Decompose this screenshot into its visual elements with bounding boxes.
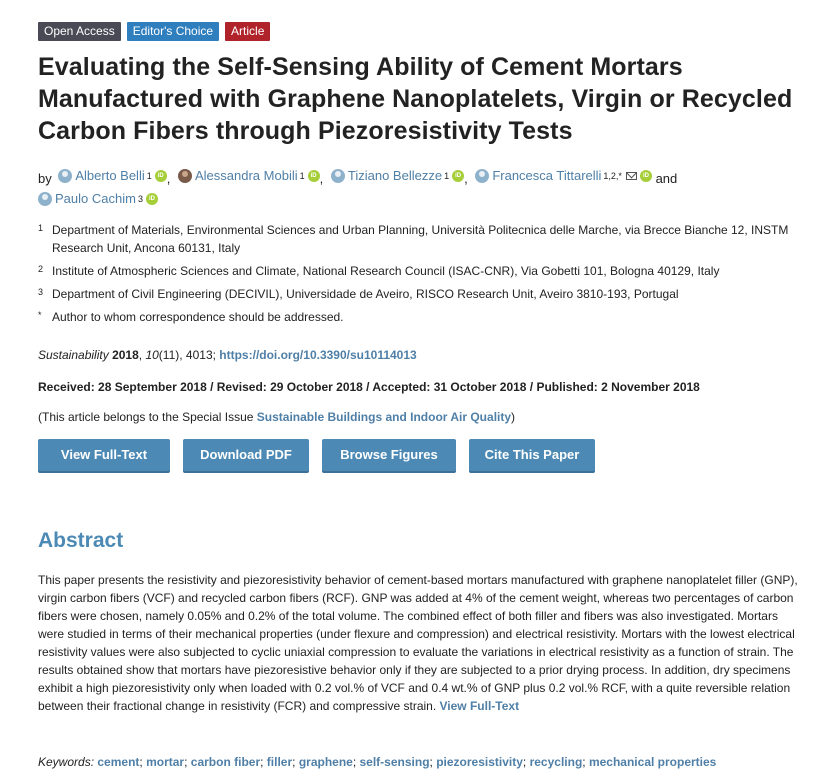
special-issue-link[interactable]: Sustainable Buildings and Indoor Air Quality	[256, 410, 512, 424]
affiliation-list	[38, 221, 798, 331]
abstract-full-text-link[interactable]: View Full-Text	[439, 699, 520, 713]
orcid-icon[interactable]: iD	[155, 170, 167, 182]
publication-dates: Received: 28 September 2018 / Revised: 29 October 2018 / Accepted: 31 October 2018 / Published: 2 November 2018	[38, 380, 700, 394]
affiliation-item	[38, 308, 798, 326]
browse-figures-button[interactable]: Browse Figures	[322, 439, 456, 471]
user-avatar-icon	[38, 192, 52, 206]
affiliation-item	[38, 262, 798, 280]
user-avatar-icon	[331, 169, 345, 183]
journal-name: Sustainability	[38, 348, 109, 362]
affiliation-number: 3	[38, 287, 44, 297]
editors-choice-badge[interactable]: Editor's Choice	[127, 22, 219, 41]
affiliation-number: *	[38, 310, 42, 320]
abstract-body	[38, 571, 798, 715]
author-tittarelli[interactable]: Francesca Tittarelli 1,2,* iD	[475, 166, 652, 186]
author-cachim[interactable]: Paulo Cachim 3 iD	[38, 189, 158, 209]
open-access-badge[interactable]: Open Access	[38, 22, 121, 41]
author-name[interactable]: Paulo Cachim	[55, 191, 136, 206]
affiliation-text: Department of Civil Engineering (DECIVIL), Universidade de Aveiro, RISCO Research Unit, Aveiro 3810-193, Portugal	[52, 287, 679, 301]
author-name[interactable]: Alberto Belli	[75, 168, 145, 183]
citation-pages: , 4013;	[179, 348, 220, 362]
author-mobili[interactable]: Alessandra Mobili 1 iD	[178, 166, 320, 186]
keyword-link[interactable]: piezoresistivity	[436, 755, 523, 769]
citation-year: 2018	[112, 348, 139, 362]
separator: ,	[166, 171, 171, 186]
keyword-link[interactable]: recycling	[529, 755, 583, 769]
affiliation-number: 2	[38, 264, 44, 274]
article-title: Evaluating the Self-Sensing Ability of Cement Mortars Manufactured with Graphene Nanoplatelets, Virgin or Recycled Carbon Fibers through Piezoresistivity Tests	[38, 53, 793, 145]
article-type-badge: Article	[225, 22, 270, 41]
affiliation-text: Institute of Atmospheric Sciences and Climate, National Research Council (ISAC-CNR), Via Gobetti 101, Bologna 40129, Italy	[52, 264, 720, 278]
keyword-link[interactable]: graphene	[298, 755, 353, 769]
author-bellezze[interactable]: Tiziano Bellezze 1 iD	[331, 166, 464, 186]
affiliation-text: Author to whom correspondence should be addressed.	[52, 310, 344, 324]
affiliation-item	[38, 285, 798, 303]
keyword-link[interactable]: filler	[266, 755, 293, 769]
abstract-text: This paper presents the resistivity and piezoresistivity behavior of cement-based mortars manufactured with graphene nanoplatelet filler (GNP), virgin carbon fibers (VCF) and recycled carbon fibers (RCF). GNP was added at 4% of the cement weight, whereas two percentages of carbon fibers were chosen, namely 0.05% and 0.2% of the total volume. The combined effect of both filler and fibers was also investigated. Mortars were studied in terms of their mechanical properties (under flexure and compression) and electrical resistivity. Mortars with the lowest electrical resistivity values were also subjected to cyclic uniaxial compression to evaluate the variations in electrical resistivity as a function of strain. The results obtained show that mortars have piezoresistive behavior only if they are subjected to a prior drying process. In addition, dry specimens exhibit a high piezoresistivity only when loaded with 0.2 vol.% of VCF and 0.4 wt.% of GNP plus 0.2 vol.% RCF, with a quite reversible relation between their fractional change in resistivity (FCR) and compressive strain.	[38, 573, 798, 713]
keyword-link[interactable]: self-sensing	[359, 755, 430, 769]
author-list	[38, 166, 798, 212]
user-avatar-icon	[58, 169, 72, 183]
keywords-line: Keywords: cement; mortar; carbon fiber; filler; graphene; self-sensing; piezoresistivity; recycling; mechanical properties	[38, 755, 717, 769]
author-name[interactable]: Alessandra Mobili	[195, 168, 298, 183]
doi-link[interactable]: https://doi.org/10.3390/su10114013	[219, 348, 417, 362]
by-label: by	[38, 171, 52, 186]
and-label: and	[655, 171, 678, 186]
author-photo-icon	[178, 169, 192, 183]
author-name[interactable]: Tiziano Bellezze	[347, 168, 443, 183]
author-belli[interactable]: Alberto Belli 1 iD	[58, 166, 166, 186]
user-avatar-icon	[475, 169, 489, 183]
separator: ,	[464, 171, 468, 186]
special-issue-suffix: )	[511, 410, 516, 424]
keyword-link[interactable]: cement	[97, 755, 140, 769]
affiliation-item	[38, 221, 798, 257]
keyword-link[interactable]: carbon fiber	[190, 755, 261, 769]
keyword-link[interactable]: mortar	[146, 755, 185, 769]
special-issue-prefix: (This article belongs to the Special Issue	[38, 410, 257, 424]
orcid-icon[interactable]: iD	[308, 170, 320, 182]
orcid-icon[interactable]: iD	[146, 193, 158, 205]
special-issue-line	[38, 410, 515, 424]
separator: ,	[319, 171, 324, 186]
keyword-link[interactable]: mechanical properties	[588, 755, 717, 769]
email-icon[interactable]	[626, 172, 637, 180]
download-pdf-button[interactable]: Download PDF	[183, 439, 309, 471]
view-full-text-button[interactable]: View Full-Text	[38, 439, 170, 471]
orcid-icon[interactable]: iD	[640, 170, 652, 182]
orcid-icon[interactable]: iD	[452, 170, 464, 182]
affiliation-text: Department of Materials, Environmental Sciences and Urban Planning, Università Politecnica delle Marche, via Brecce Bianche 12, INSTM Research Unit, Ancona 60131, Italy	[52, 223, 789, 255]
action-buttons	[38, 439, 595, 471]
keywords-label: Keywords:	[38, 755, 95, 769]
cite-this-paper-button[interactable]: Cite This Paper	[469, 439, 595, 471]
citation-line: Sustainability 2018, 10(11), 4013; https://doi.org/10.3390/su10114013	[38, 348, 417, 362]
abstract-heading: Abstract	[38, 529, 124, 552]
citation-issue: (11)	[158, 348, 180, 362]
citation-volume: 10	[145, 348, 159, 362]
affiliation-number: 1	[38, 223, 44, 233]
author-name[interactable]: Francesca Tittarelli	[492, 168, 602, 183]
badge-row	[38, 22, 270, 41]
